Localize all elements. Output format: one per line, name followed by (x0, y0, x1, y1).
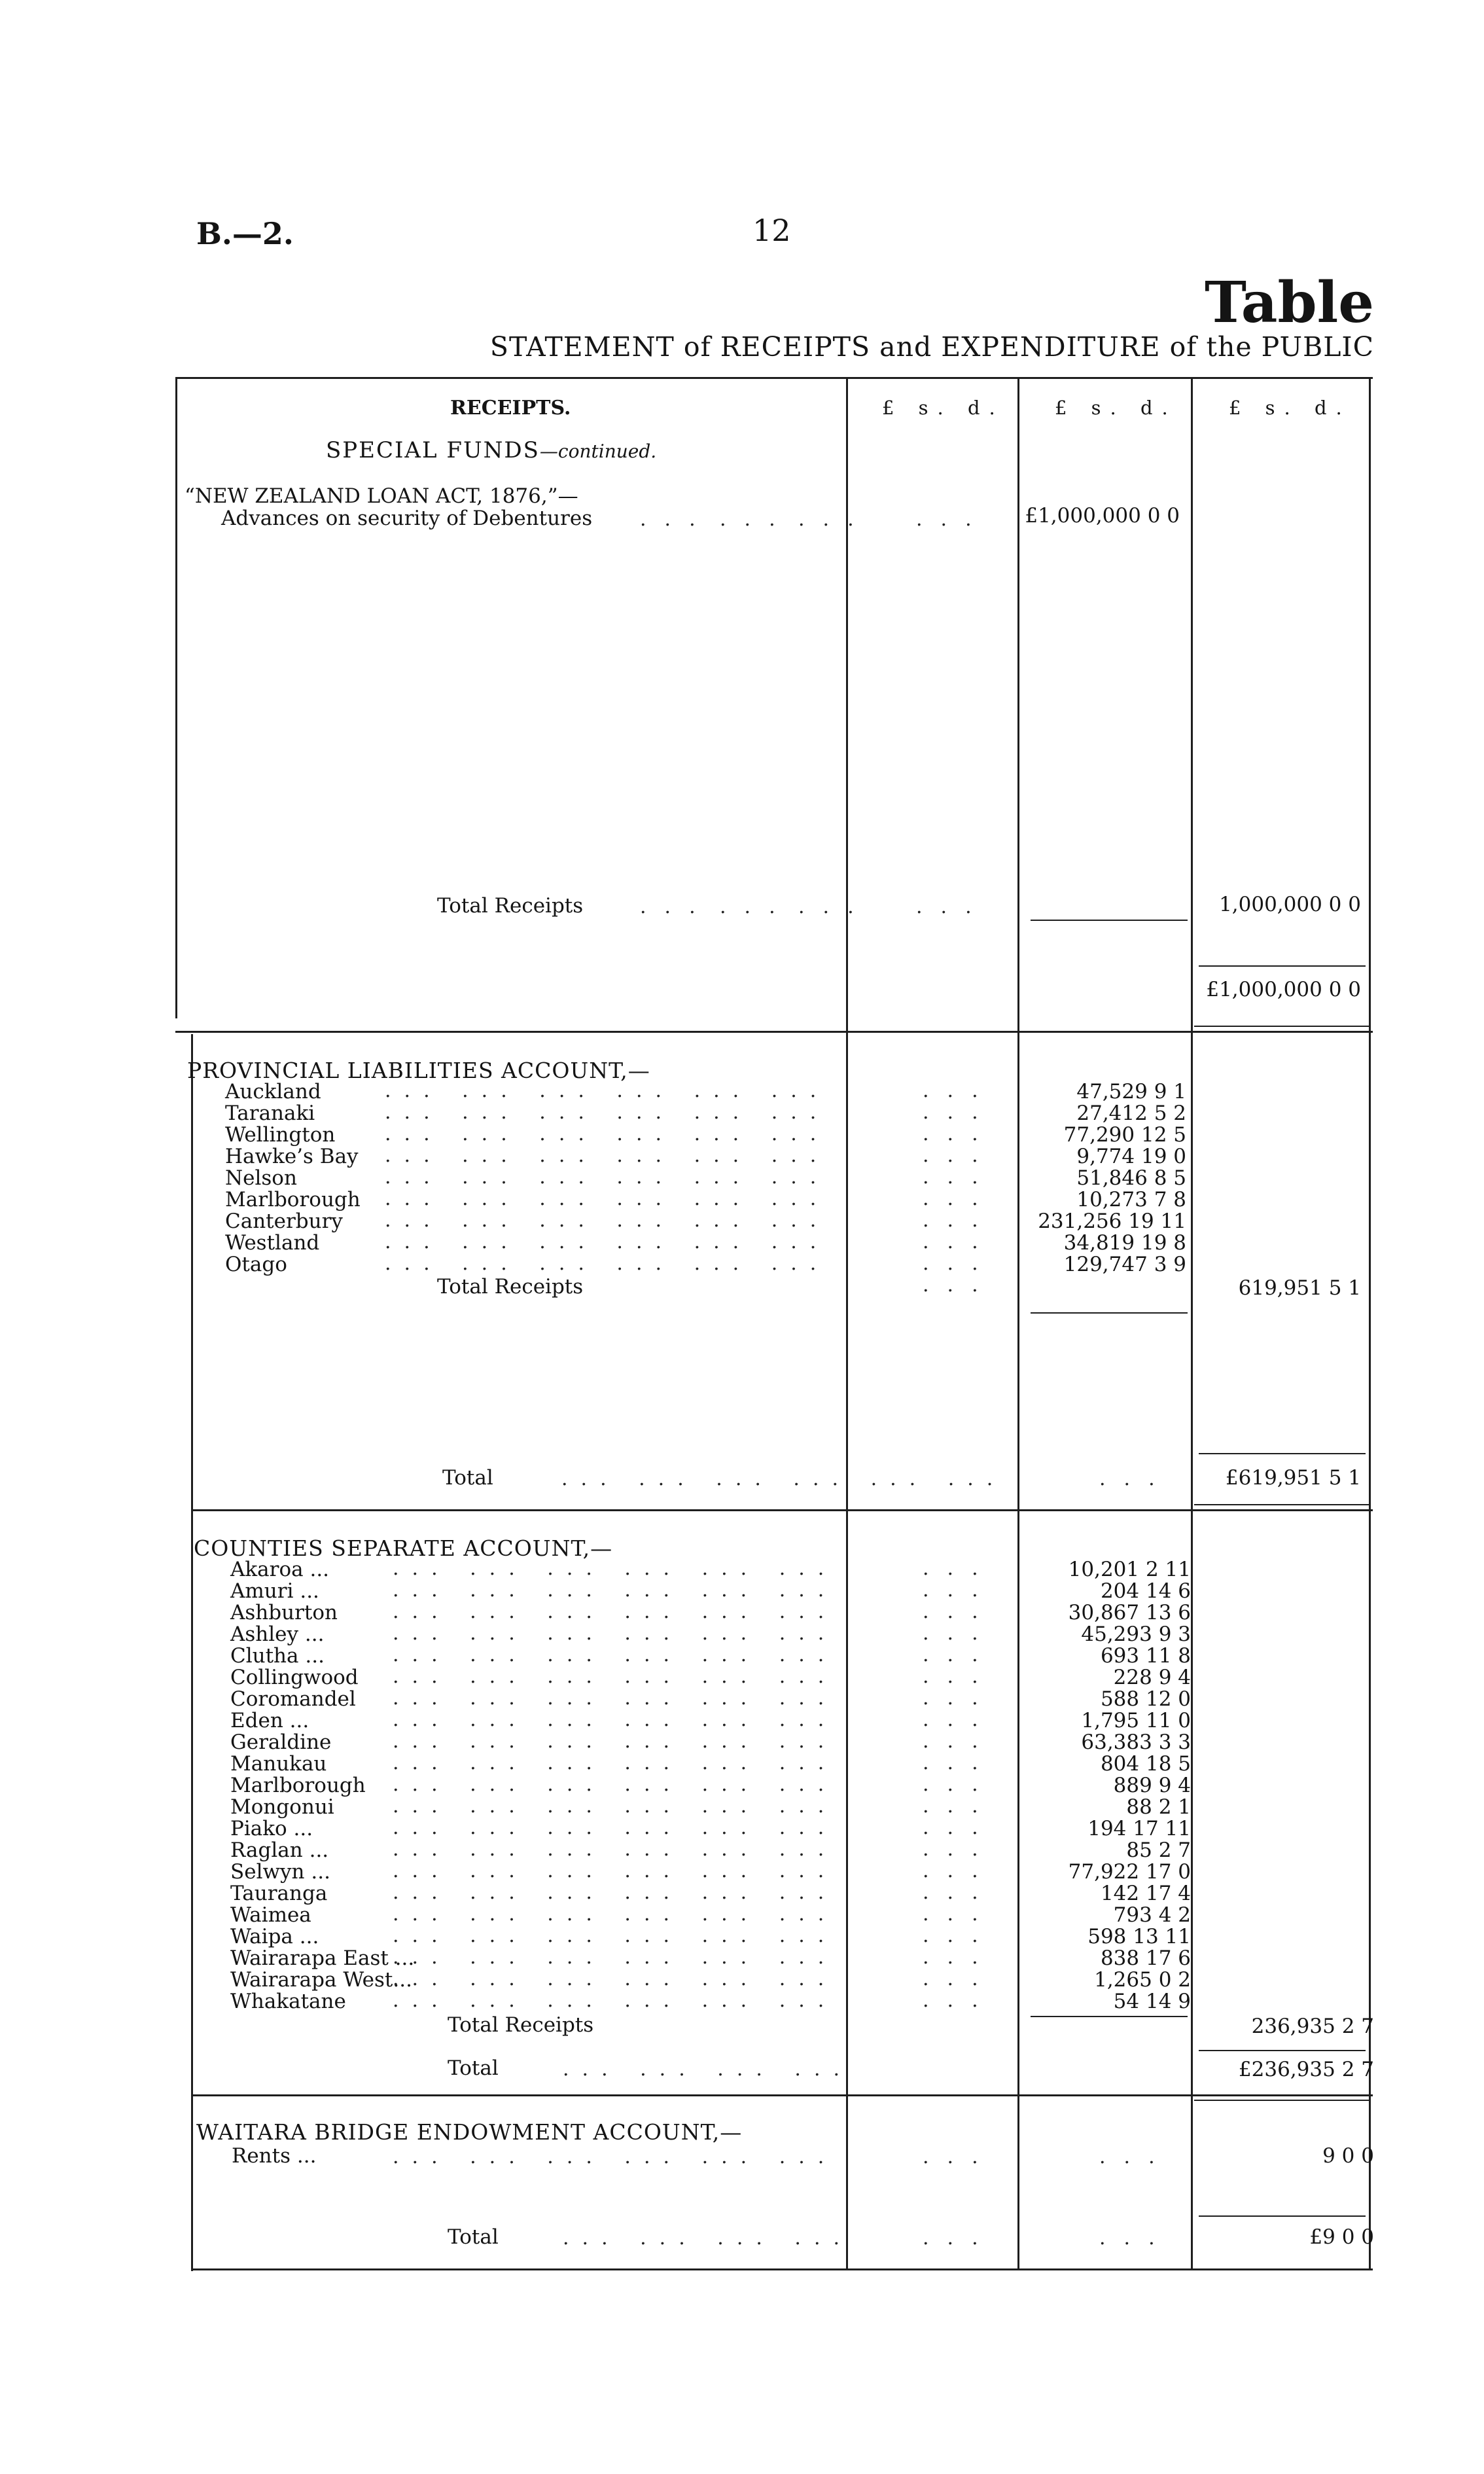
county-row-name: Coromandel (230, 1687, 356, 1711)
county-row-amount: 228 9 4 (1113, 1666, 1191, 1689)
counties-total-label: Total (448, 2056, 499, 2080)
county-row-name: Ashburton (230, 1601, 338, 1624)
waitara-total-label: Total (448, 2225, 499, 2249)
dot-leader: ... (640, 895, 714, 918)
counties-account-title: COUNTIES SEPARATE ACCOUNT,— (194, 1535, 613, 1561)
waitara-rents-label: Rents ... (232, 2144, 317, 2168)
provincial-total-receipts-amount: 619,951 5 1 (1238, 1276, 1361, 1300)
statement-title: STATEMENT of RECEIPTS and EXPENDITURE of the PUBLIC (489, 331, 1374, 363)
county-row-name: Mongonui (230, 1795, 334, 1819)
counties-total-receipts-label: Total Receipts (448, 2013, 594, 2037)
county-row-name: Clutha ... (230, 1644, 325, 1668)
county-row-name: Waimea (230, 1903, 311, 1927)
county-row-amount: 793 4 2 (1113, 1903, 1191, 1927)
county-row-amount: 30,867 13 6 (1068, 1601, 1191, 1624)
provincial-row-amount: 129,747 3 9 (1063, 1253, 1186, 1276)
provincial-row-amount: 231,256 19 11 (1038, 1210, 1186, 1233)
provincial-row-name: Nelson (225, 1166, 297, 1190)
provincial-row-name: Marlborough (225, 1188, 361, 1211)
advances-amount: £1,000,000 0 0 (1025, 504, 1180, 528)
provincial-row-name: Canterbury (225, 1210, 343, 1233)
county-row-name: Ashley ... (230, 1622, 325, 1646)
provincial-row-amount: 10,273 7 8 (1076, 1188, 1186, 1211)
table-heading: Table (1204, 270, 1374, 336)
counties-col1-leaders: ... ... ... ... ... ... ... ... ... ... ... ... ... ... ... ... ... ... ... ... ... (923, 1557, 997, 2012)
waitara-total-col1-leader: ... (923, 2227, 997, 2250)
dot-leader: ... (916, 895, 990, 918)
advances-label: Advances on security of Debentures (221, 507, 593, 530)
provincial-account-title: PROVINCIAL LIABILITIES ACCOUNT,— (187, 1058, 650, 1083)
county-row-amount: 45,293 9 3 (1081, 1622, 1191, 1646)
provincial-total-leaders: ... ... ... ... ... ... (561, 1467, 1006, 1490)
provincial-row-amount: 77,290 12 5 (1063, 1123, 1186, 1147)
county-row-name: Tauranga (230, 1882, 328, 1905)
dot-leader: ... (720, 508, 794, 531)
provincial-total-label: Total (442, 1466, 493, 1490)
county-row-name: Wairarapa West... (230, 1968, 412, 1992)
county-row-amount: 10,201 2 11 (1068, 1558, 1191, 1581)
county-row-amount: 889 9 4 (1113, 1774, 1191, 1797)
total-receipts-amount: 1,000,000 0 0 (1219, 893, 1361, 916)
provincial-row-name: Auckland (225, 1080, 321, 1103)
document-reference: B.—2. (196, 216, 294, 251)
county-row-name: Whakatane (230, 1990, 346, 2013)
dot-leader: ... (798, 508, 872, 531)
county-row-name: Eden ... (230, 1709, 309, 1732)
total-receipts-label: Total Receipts (437, 894, 584, 918)
provincial-row-name: Hawke’s Bay (225, 1145, 359, 1168)
waitara-total-amount: £9 0 0 (1309, 2225, 1374, 2249)
provincial-row-amount: 47,529 9 1 (1076, 1080, 1186, 1103)
county-row-name: Manukau (230, 1752, 327, 1776)
provincial-row-amount: 27,412 5 2 (1076, 1102, 1186, 1125)
counties-total-leaders: ... ... ... ... (563, 2058, 853, 2081)
county-row-name: Geraldine (230, 1730, 332, 1754)
county-row-amount: 1,795 11 0 (1081, 1709, 1191, 1732)
county-row-amount: 838 17 6 (1100, 1946, 1191, 1970)
county-row-amount: 598 13 11 (1087, 1925, 1191, 1948)
county-row-amount: 54 14 9 (1113, 1990, 1191, 2013)
county-row-name: Raglan ... (230, 1838, 329, 1862)
provincial-row-name: Otago (225, 1253, 287, 1276)
waitara-rents-col1-leader: ... (923, 2145, 997, 2168)
county-row-name: Collingwood (230, 1666, 359, 1689)
col1-units: £ s. d. (882, 397, 1004, 419)
provincial-total-col2-leader: ... (1099, 1467, 1173, 1490)
county-row-amount: 1,265 0 2 (1094, 1968, 1191, 1992)
county-row-amount: 693 11 8 (1100, 1644, 1191, 1668)
provincial-dot-leaders: ... ... ... ... ... ... ... ... ... ... ... ... ... ... ... ... ... ... ... ... ... ... ... ... ... ... ... ... ... ... ... ... ... ... ... ... ... ... ... ... ... ... ... ... ... ... ... ... ... ... ... ... ... ... (385, 1079, 830, 1275)
waitara-total-col2-leader: ... (1099, 2227, 1173, 2250)
provincial-row-name: Westland (225, 1231, 320, 1255)
counties-total-receipts-amount: 236,935 2 7 (1251, 2015, 1374, 2038)
provincial-row-name: Taranaki (225, 1102, 315, 1125)
loan-act-title: “NEW ZEALAND LOAN ACT, 1876,”— (185, 484, 578, 508)
waitara-total-leaders: ... ... ... ... (563, 2227, 853, 2250)
county-row-amount: 142 17 4 (1100, 1882, 1191, 1905)
dot-leader: ... (640, 508, 714, 531)
county-row-amount: 588 12 0 (1100, 1687, 1191, 1711)
page-number: 12 (752, 213, 791, 248)
waitara-rents-leaders: ... ... ... ... ... ... (393, 2145, 838, 2168)
receipts-heading: RECEIPTS. (450, 397, 571, 420)
county-row-name: Amuri ... (230, 1579, 319, 1603)
provincial-row-amount: 51,846 8 5 (1076, 1166, 1186, 1190)
special-funds-title: SPECIAL FUNDS—continued. (326, 437, 657, 463)
county-row-name: Waipa ... (230, 1925, 319, 1948)
col2-units: £ s. d. (1055, 397, 1177, 419)
county-row-amount: 63,383 3 3 (1081, 1730, 1191, 1754)
provincial-col1-leaders: ... ... ... ... ... ... ... ... ... ... (923, 1079, 997, 1297)
county-row-name: Selwyn ... (230, 1860, 330, 1884)
provincial-row-amount: 34,819 19 8 (1063, 1231, 1186, 1255)
county-row-name: Marlborough (230, 1774, 366, 1797)
county-row-amount: 194 17 11 (1087, 1817, 1191, 1840)
waitara-rents-col2-leader: ... (1099, 2145, 1173, 2168)
counties-dot-leaders: ... ... ... ... ... ... ... ... ... ... ... ... ... ... ... ... ... ... ... ... ... ... ... ... ... ... ... ... ... ... ... ... ... ... ... ... ... ... ... ... ... ... ... ... ... ... ... ... ... ... ... ... ... ... ... ... ... ... ... ... ... ... ... ... ... ... ... ... ... ... ... ... ... ... ... ... ... ... ... ... ... ... ... ... ... ... ... ... ... ... ... ... ... ... ... ... ... ... ... ... ... ... ... ... ... ... ... ... ... ... ... ... ... ... ... ... ... ... ... ... ... ... ... ... ... ... (393, 1557, 838, 2012)
county-row-amount: 804 18 5 (1100, 1752, 1191, 1776)
county-row-amount: 88 2 1 (1126, 1795, 1191, 1819)
provincial-total-receipts-label: Total Receipts (437, 1275, 584, 1299)
counties-total-amount: £236,935 2 7 (1238, 2058, 1374, 2081)
dot-leader: ... (916, 508, 990, 531)
county-row-amount: 204 14 6 (1100, 1579, 1191, 1603)
waitara-rents-amount: 9 0 0 (1322, 2144, 1374, 2168)
dot-leader: ... (720, 895, 794, 918)
col3-units: £ s. d. (1229, 397, 1351, 419)
county-row-name: Wairarapa East ... (230, 1946, 415, 1970)
provincial-row-name: Wellington (225, 1123, 336, 1147)
county-row-name: Piako ... (230, 1817, 313, 1840)
waitara-account-title: WAITARA BRIDGE ENDOWMENT ACCOUNT,— (196, 2119, 743, 2145)
county-row-amount: 77,922 17 0 (1068, 1860, 1191, 1884)
provincial-total-amount: £619,951 5 1 (1225, 1466, 1361, 1490)
dot-leader: ... (798, 895, 872, 918)
county-row-name: Akaroa ... (230, 1558, 330, 1581)
special-funds-grand-total: £1,000,000 0 0 (1206, 978, 1361, 1001)
county-row-amount: 85 2 7 (1126, 1838, 1191, 1862)
provincial-row-amount: 9,774 19 0 (1076, 1145, 1186, 1168)
